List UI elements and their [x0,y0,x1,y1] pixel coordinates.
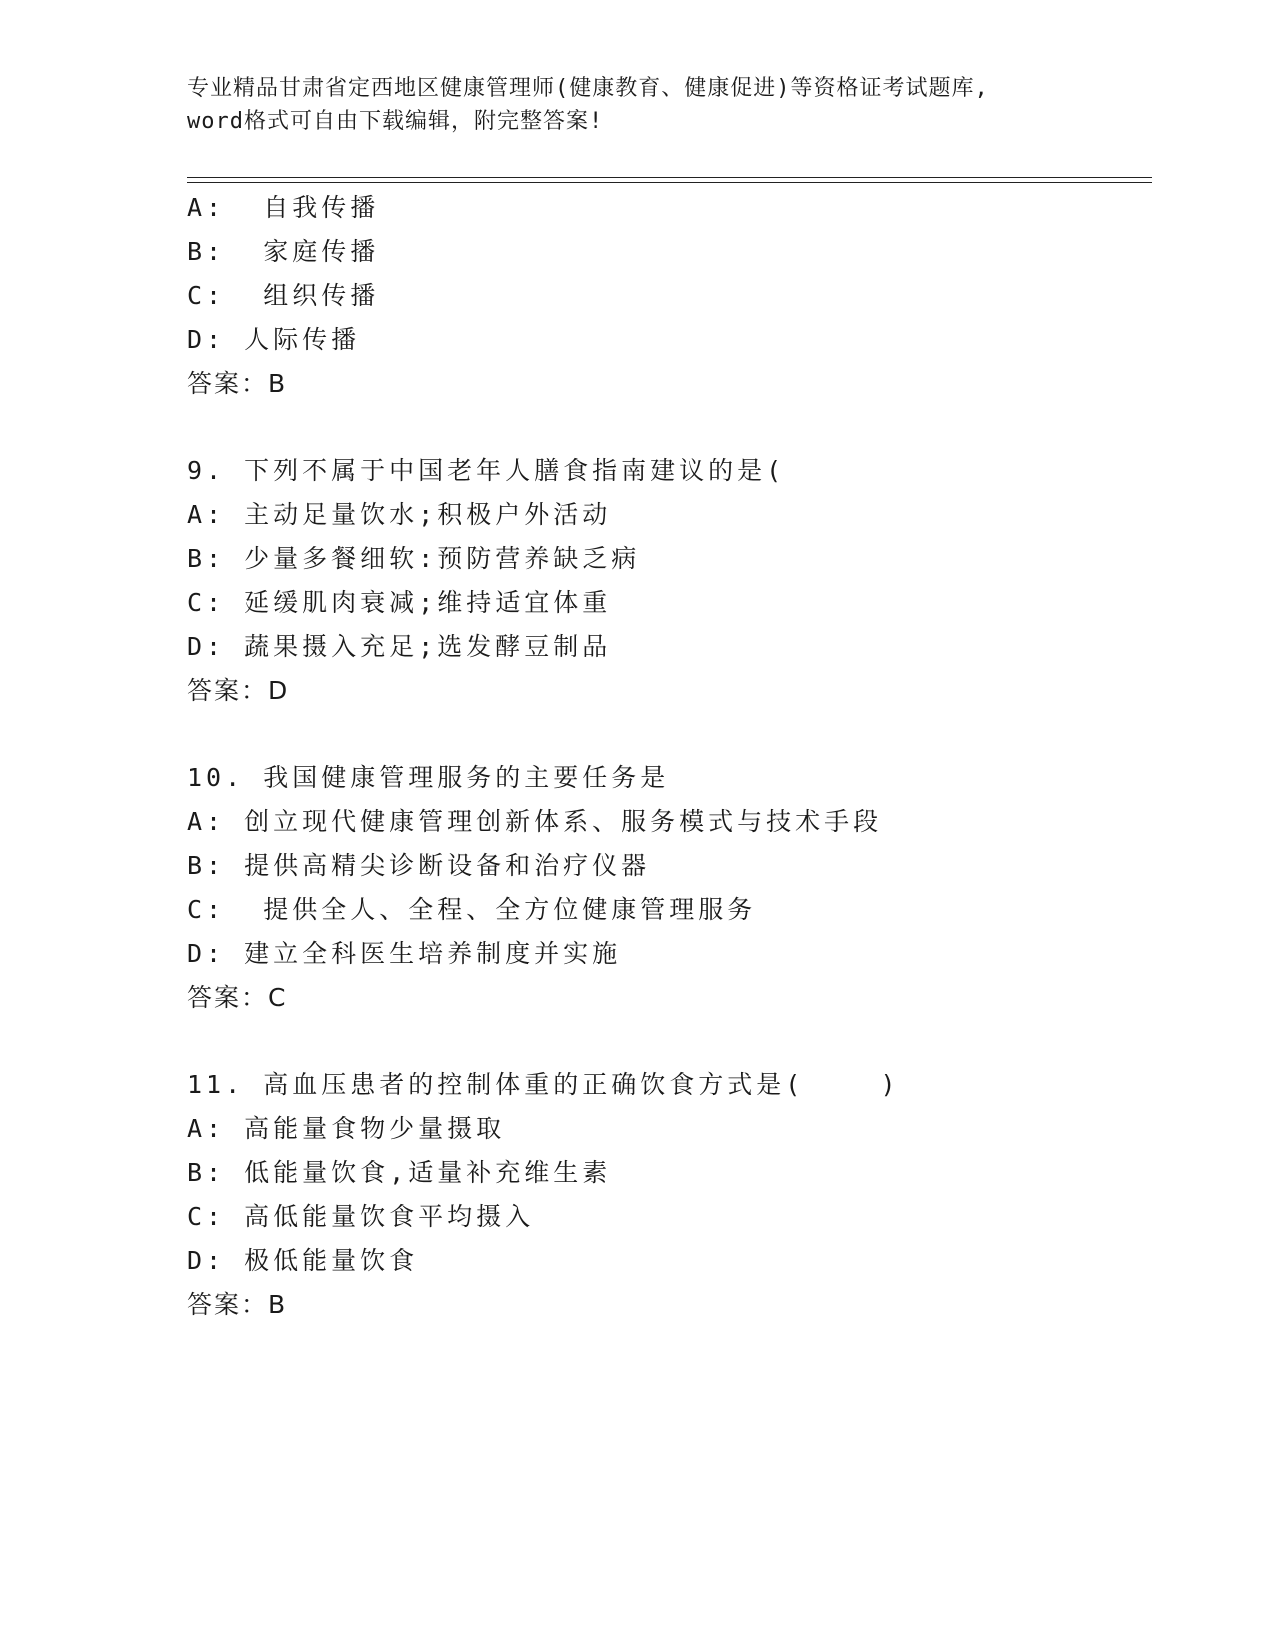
q9-question: 9. 下列不属于中国老年人膳食指南建议的是( [187,456,786,485]
q11-option-c: C: 高低能量饮食平均摄入 [187,1202,535,1231]
document-header [187,72,1087,138]
header-divider [187,177,1152,183]
q10-option-c: C: 提供全人、全程、全方位健康管理服务 [187,895,757,924]
q8-option-a: A: 自我传播 [187,193,380,222]
header-line-2: word格式可自由下载编辑，附完整答案! [187,109,604,134]
q10-option-a: A: 创立现代健康管理创新体系、服务模式与技术手段 [187,807,883,836]
q10-option-b: B: 提供高精尖诊断设备和治疗仪器 [187,851,651,880]
q11-option-b: B: 低能量饮食,适量补充维生素 [187,1158,612,1187]
q11-option-d: D: 极低能量饮食 [187,1246,419,1275]
q9-option-d: D: 蔬果摄入充足;选发酵豆制品 [187,632,612,661]
q10-question: 10. 我国健康管理服务的主要任务是 [187,763,670,792]
q8-answer: 答案：B [187,369,288,398]
q8-option-d: D: 人际传播 [187,325,361,354]
q9-option-a: A: 主动足量饮水;积极户外活动 [187,500,612,529]
q8-option-c: C: 组织传播 [187,281,380,310]
q8-option-b: B: 家庭传播 [187,237,380,266]
q11-question: 11. 高血压患者的控制体重的正确饮食方式是( ) [187,1070,900,1099]
header-line-1: 专业精品甘肃省定西地区健康管理师(健康教育、健康促进)等资格证考试题库, [187,76,989,101]
q10-option-d: D: 建立全科医生培养制度并实施 [187,939,622,968]
q10-answer: 答案：C [187,983,288,1012]
q11-option-a: A: 高能量食物少量摄取 [187,1114,506,1143]
q9-answer: 答案：D [187,676,290,705]
q9-option-c: C: 延缓肌肉衰减;维持适宜体重 [187,588,612,617]
q9-option-b: B: 少量多餐细软:预防营养缺乏病 [187,544,641,573]
q11-answer: 答案：B [187,1290,288,1319]
